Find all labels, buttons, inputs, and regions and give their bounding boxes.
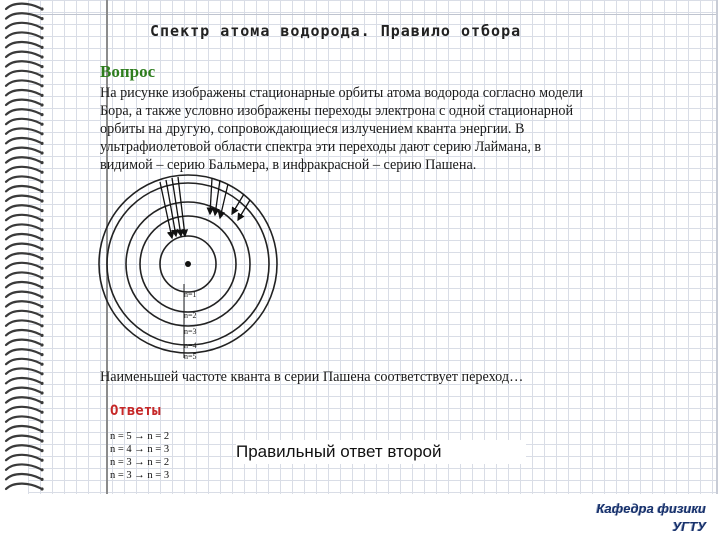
top-rule [28, 14, 716, 15]
spiral-coil [6, 388, 40, 393]
spiral-coil [6, 109, 40, 114]
spiral-coil [6, 128, 40, 133]
spiral-binding [0, 0, 52, 496]
spiral-hole [40, 7, 43, 10]
spiral-coil [6, 253, 40, 258]
spiral-hole [40, 17, 43, 20]
answer-option-3[interactable]: n = 3 → n = 2 [110, 457, 170, 468]
spiral-hole [40, 123, 43, 126]
spiral-coil [6, 426, 40, 431]
spiral-coil [6, 272, 40, 277]
spiral-hole [40, 334, 43, 337]
footer-line-2: УГТУ [672, 519, 706, 534]
question-line: видимой – серию Бальмера, в инфракрасной – серию Пашена. [100, 157, 477, 173]
spiral-hole [40, 199, 43, 202]
spiral-coil [6, 23, 40, 28]
question-text [100, 84, 670, 174]
spiral-hole [40, 286, 43, 289]
question-line: На рисунке изображены стационарные орбиты атома водорода согласно модели [100, 85, 584, 101]
spiral-coil [6, 90, 40, 95]
answer-options [110, 430, 169, 482]
spiral-coil [6, 176, 40, 181]
spiral-hole [40, 468, 43, 471]
spiral-coil [6, 330, 40, 335]
level-label: n=4 [184, 341, 197, 350]
spiral-hole [40, 151, 43, 154]
answers-heading: Ответы [110, 403, 161, 419]
spiral-hole [40, 142, 43, 145]
spiral-hole [40, 180, 43, 183]
spiral-coil [6, 464, 40, 469]
spiral-hole [40, 75, 43, 78]
spiral-hole [40, 55, 43, 58]
spiral-hole [40, 353, 43, 356]
question-line: Бора, а также условно изображены переходы электрона с одной стационарной [100, 103, 574, 119]
spiral-hole [40, 219, 43, 222]
spiral-coil [6, 186, 40, 191]
spiral-coil [6, 138, 40, 143]
correct-answer-text: Правильный ответ второй [236, 440, 526, 464]
answer-option-4[interactable]: n = 3 → n = 3 [110, 470, 170, 481]
spiral-coil [6, 100, 40, 105]
spiral-coil [6, 484, 40, 489]
spiral-coil [6, 167, 40, 172]
spiral-coil [6, 205, 40, 210]
spiral-hole [40, 315, 43, 318]
spiral-hole [40, 305, 43, 308]
spiral-coil [6, 368, 40, 373]
spiral-hole [40, 257, 43, 260]
spiral-hole [40, 420, 43, 423]
spiral-coil [6, 349, 40, 354]
nucleus [185, 261, 191, 267]
spiral-coil [6, 42, 40, 47]
spiral-coil [6, 455, 40, 460]
spiral-coil [6, 234, 40, 239]
spiral-coil [6, 4, 40, 9]
spiral-hole [40, 171, 43, 174]
spiral-coil [6, 215, 40, 220]
spiral-hole [40, 430, 43, 433]
spiral-hole [40, 276, 43, 279]
spiral-coil [6, 244, 40, 249]
level-label: n=2 [184, 311, 197, 320]
question-line: ультрафиолетовой области спектра эти переходы дают серию Лаймана, в [100, 139, 542, 155]
bohr-orbits-diagram [92, 168, 312, 368]
spiral-coil [6, 359, 40, 364]
spiral-hole [40, 209, 43, 212]
spiral-hole [40, 27, 43, 30]
spiral-hole [40, 103, 43, 106]
spiral-hole [40, 363, 43, 366]
spiral-hole [40, 459, 43, 462]
level-label: n=1 [184, 290, 197, 299]
level-label: n=3 [184, 327, 197, 336]
spiral-hole [40, 36, 43, 39]
answer-option-2[interactable]: n = 4 → n = 3 [110, 444, 170, 455]
footer-line-1: Кафедра физики [596, 501, 706, 516]
spiral-hole [40, 238, 43, 241]
spiral-coil [6, 311, 40, 316]
spiral-coil [6, 224, 40, 229]
spiral-coil [6, 52, 40, 57]
spiral-coil [6, 301, 40, 306]
spiral-coil [6, 407, 40, 412]
spiral-hole [40, 391, 43, 394]
spiral-coil [6, 263, 40, 268]
spiral-coil [6, 378, 40, 383]
spiral-hole [40, 449, 43, 452]
spiral-coil [6, 445, 40, 450]
spiral-hole [40, 65, 43, 68]
spiral-hole [40, 228, 43, 231]
spiral-coil [6, 436, 40, 441]
spiral-coil [6, 13, 40, 18]
spiral-hole [40, 343, 43, 346]
question-prompt: Наименьшей частоте кванта в серии Пашена соответствует переход… [100, 369, 524, 385]
spiral-coil [6, 157, 40, 162]
spiral-hole [40, 372, 43, 375]
spiral-hole [40, 382, 43, 385]
spiral-coil [6, 397, 40, 402]
spiral-coil [6, 416, 40, 421]
spiral-hole [40, 190, 43, 193]
spiral-hole [40, 295, 43, 298]
spiral-hole [40, 113, 43, 116]
spiral-coil [6, 320, 40, 325]
spiral-hole [40, 267, 43, 270]
transition-arrow [160, 182, 172, 238]
question-line: орбиты на другую, сопровождающиеся излучением кванта энергии. В [100, 121, 525, 137]
spiral-hole [40, 324, 43, 327]
spiral-coil [6, 148, 40, 153]
spiral-coil [6, 71, 40, 76]
question-heading: Вопрос [100, 62, 156, 81]
transition-arrow [166, 180, 176, 236]
spiral-hole [40, 439, 43, 442]
spiral-hole [40, 401, 43, 404]
spiral-hole [40, 161, 43, 164]
footer-department [597, 500, 706, 536]
spiral-coil [6, 196, 40, 201]
spiral-hole [40, 247, 43, 250]
spiral-hole [40, 46, 43, 49]
slide-title: Спектр атома водорода. Правило отбора [150, 22, 522, 40]
answer-option-1[interactable]: n = 5 → n = 2 [110, 431, 170, 442]
spiral-coil [6, 292, 40, 297]
spiral-coil [6, 61, 40, 66]
spiral-hole [40, 84, 43, 87]
spiral-coil [6, 119, 40, 124]
transition-arrow [210, 178, 212, 214]
level-label: n=5 [184, 352, 197, 361]
spiral-hole [40, 478, 43, 481]
spiral-hole [40, 487, 43, 490]
spiral-coil [6, 474, 40, 479]
spiral-coil [6, 32, 40, 37]
spiral-coil [6, 340, 40, 345]
spiral-hole [40, 132, 43, 135]
spiral-hole [40, 411, 43, 414]
spiral-coil [6, 80, 40, 85]
spiral-coil [6, 282, 40, 287]
spiral-hole [40, 94, 43, 97]
